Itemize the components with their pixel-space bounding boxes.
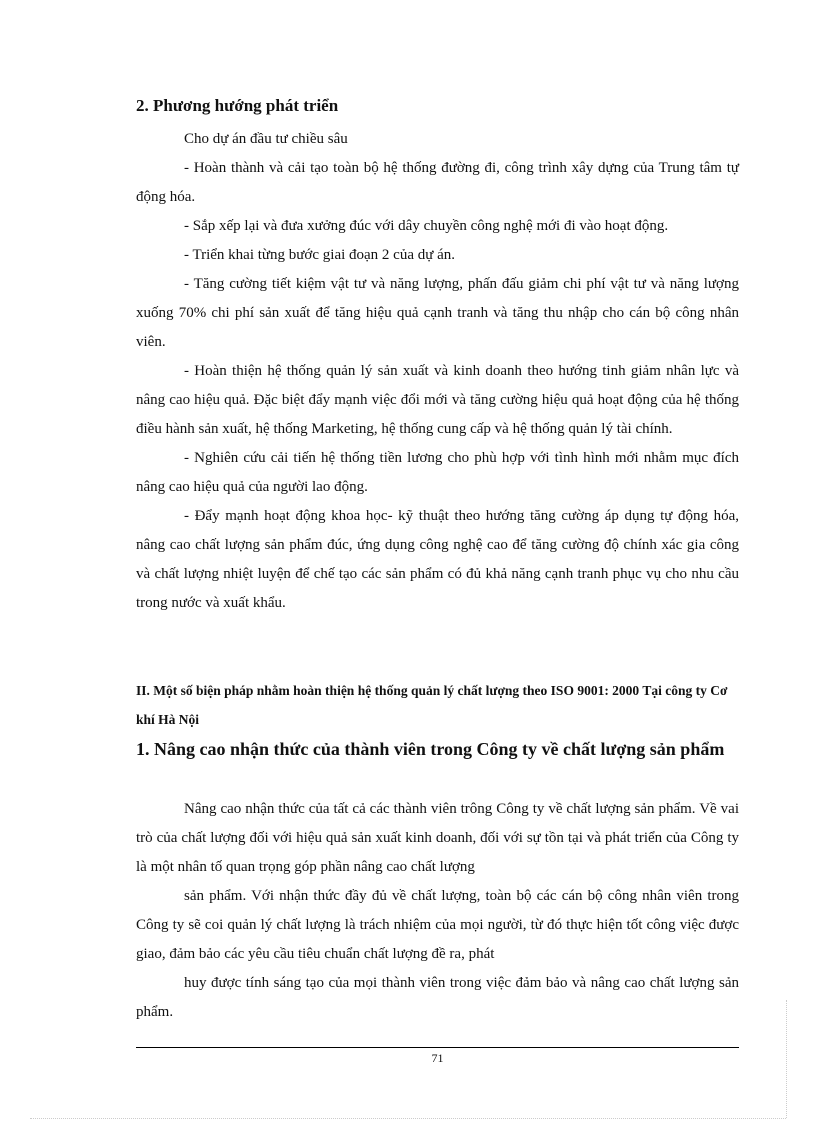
paragraph: huy được tính sáng tạo của mọi thành viên trong việc đảm bảo và nâng cao chất lượng sản phẩm. xyxy=(136,975,739,1020)
section-1-heading: 1. Nâng cao nhận thức của thành viên trong Công ty về chất lượng sản phẩm xyxy=(136,739,725,759)
paragraph: - Hoàn thiện hệ thống quản lý sản xuất và kinh doanh theo hướng tinh giảm nhân lực và nâng cao hiệu quả. Đặc biệt đẩy mạnh việc đổi mới và tăng cường hiệu quả hoạt động của hệ thống điều hành sản xuất, hệ thống Marketing, hệ thống cung cấp và hệ thống quản lý tài chính. xyxy=(136,363,739,437)
paragraph: - Hoàn thành và cải tạo toàn bộ hệ thống đường đi, công trình xây dựng của Trung tâm tự động hóa. xyxy=(136,160,739,205)
section-II-heading: II. Một số biện pháp nhằm hoàn thiện hệ thống quản lý chất lượng theo ISO 9001: 2000 Tại công ty Cơ khí Hà Nội xyxy=(136,683,728,727)
paragraph: - Tăng cường tiết kiệm vật tư và năng lượng, phấn đấu giảm chi phí vật tư và năng lượng xuống 70% chi phí sản xuất để tăng hiệu quả cạnh tranh và tăng thu nhập cho cán bộ công nhân viên. xyxy=(136,276,739,350)
paragraph: Nâng cao nhận thức của tất cả các thành viên trông Công ty về chất lượng sản phẩm. Về vai trò của chất lượng đối với hiệu quả sản xuất kinh doanh, đối với sự tồn tại và phát triển của Công ty là một nhân tố quan trọng góp phần nâng cao chất lượng xyxy=(136,801,739,875)
page-number: 71 xyxy=(431,1051,444,1065)
footer-divider xyxy=(136,1047,739,1048)
section-2-heading: 2. Phương hướng phát triển xyxy=(136,96,339,115)
paragraph: - Triển khai từng bước giai đoạn 2 của dự án. xyxy=(184,247,456,263)
paragraph: - Sắp xếp lại và đưa xưởng đúc với dây chuyền công nghệ mới đi vào hoạt động. xyxy=(184,218,669,234)
section-2-body xyxy=(136,125,739,618)
paragraph: - Đẩy mạnh hoạt động khoa học- kỹ thuật theo hướng tăng cường áp dụng tự động hóa, nâng cao chất lượng sản phẩm đúc, ứng dụng công nghệ cao để tăng cường độ chính xác gia công và chất lượng nhiệt luyện để chế tạo các sản phẩm có đủ khả năng cạnh tranh phục vụ cho nhu cầu trong nước và xuất khẩu. xyxy=(136,508,739,611)
paragraph: - Nghiên cứu cải tiến hệ thống tiền lương cho phù hợp với tình hình mới nhằm mục đích nâng cao hiệu quả của người lao động. xyxy=(136,450,739,495)
paragraph: sản phẩm. Với nhận thức đầy đủ về chất lượng, toàn bộ các cán bộ công nhân viên trong Công ty sẽ coi quản lý chất lượng là trách nhiệm của mọi người, từ đó thực hiện tốt công việc được giao, đảm bảo các yêu cầu tiêu chuẩn chất lượng đề ra, phát xyxy=(136,888,739,962)
page-edge-dots xyxy=(30,1118,786,1119)
section-1-body xyxy=(136,795,739,1027)
paragraph: Cho dự án đầu tư chiều sâu xyxy=(184,131,348,147)
page-edge-dots-right xyxy=(786,1000,787,1118)
